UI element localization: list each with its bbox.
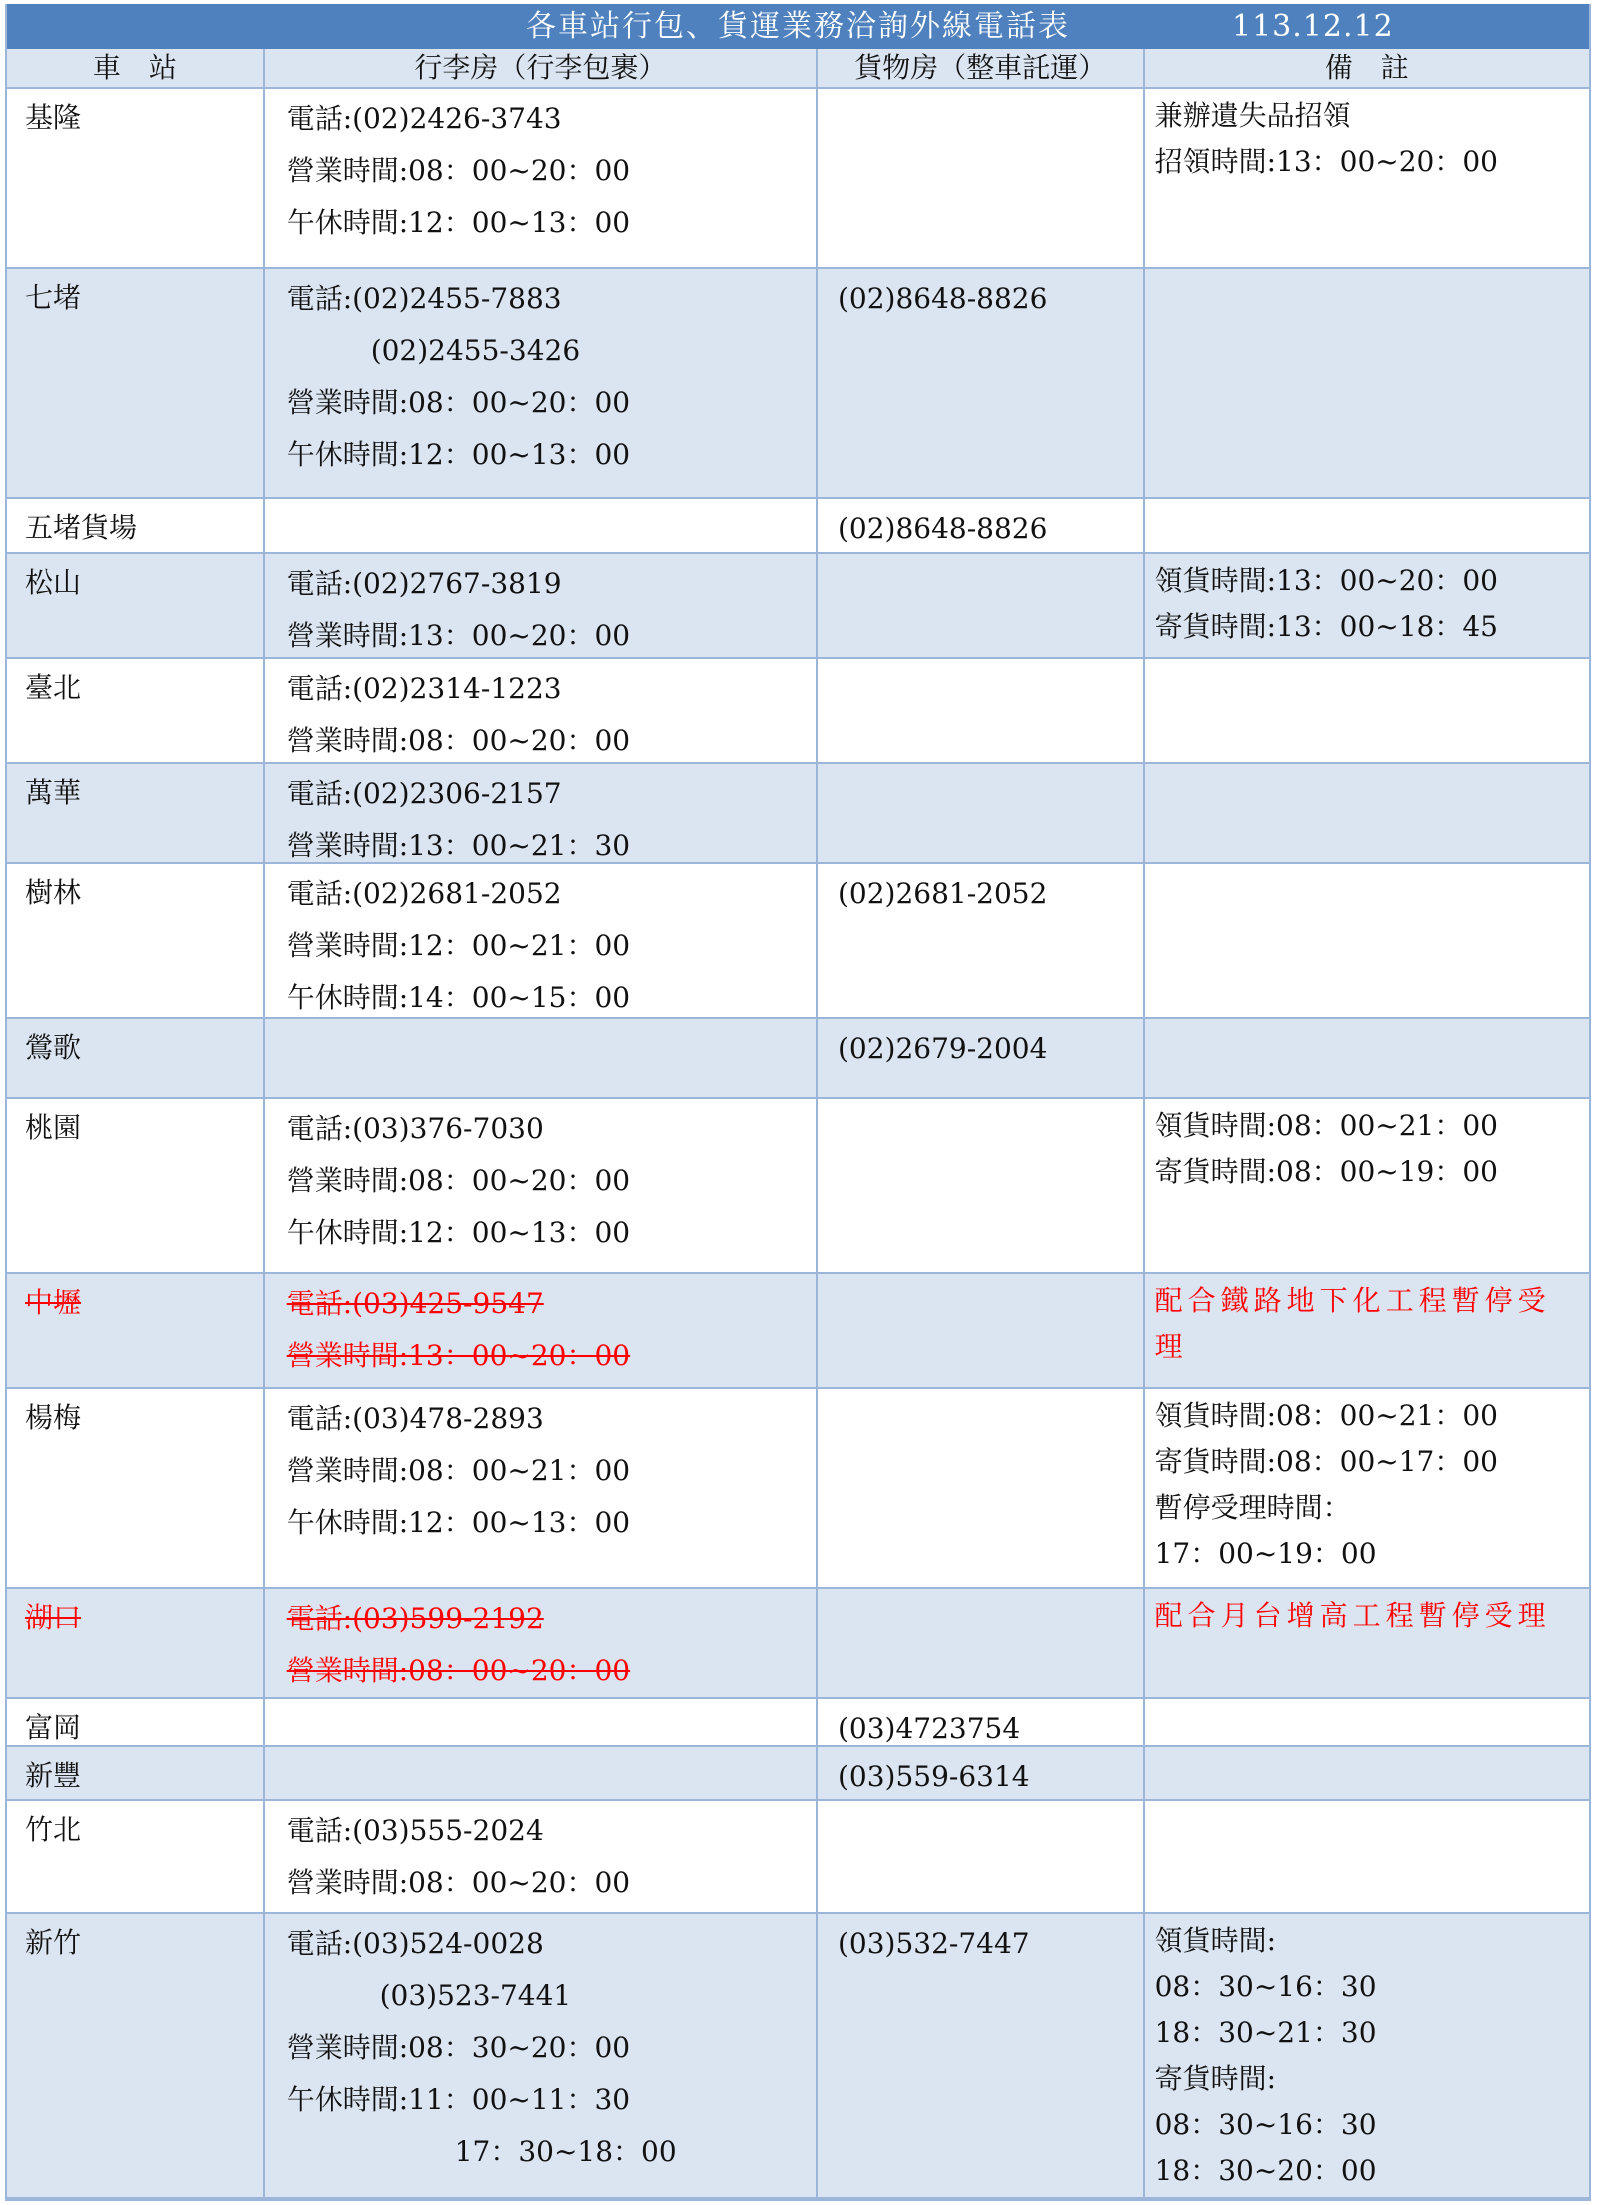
baggage-line: 電話:(03)376-7030 <box>286 1112 544 1145</box>
document-date: 113.12.12 <box>1232 9 1394 44</box>
note-cell <box>1145 499 1589 552</box>
note-cell <box>1145 1019 1589 1097</box>
station-cell <box>7 554 265 657</box>
baggage-cell <box>265 1801 818 1912</box>
note-cell <box>1145 269 1589 497</box>
station-line: 七堵 <box>25 281 82 314</box>
table-row <box>7 554 1589 659</box>
note-line: 領貨時間:08：00~21：00 <box>1154 1109 1498 1142</box>
freight-cell <box>818 554 1145 657</box>
station-line: 樹林 <box>25 876 82 909</box>
station-cell <box>7 1747 265 1799</box>
baggage-line: 電話:(02)2426-3743 <box>286 102 562 135</box>
baggage-line: 營業時間:08：00~20：00 <box>286 386 631 419</box>
baggage-line: 電話:(02)2306-2157 <box>286 777 562 810</box>
table-row <box>7 1274 1589 1389</box>
station-line: 中壢 <box>25 1286 82 1319</box>
table-body <box>7 89 1589 2199</box>
baggage-cell <box>265 89 818 267</box>
note-cell <box>1145 659 1589 762</box>
baggage-cell <box>265 1914 818 2197</box>
baggage-cell <box>265 764 818 862</box>
table-row <box>7 864 1589 1019</box>
baggage-line: 營業時間:08：00~20：00 <box>286 1654 631 1687</box>
freight-cell <box>818 659 1145 762</box>
table-row <box>7 89 1589 269</box>
station-cell <box>7 864 265 1017</box>
station-cell <box>7 1914 265 2197</box>
baggage-cell <box>265 1699 818 1745</box>
freight-cell <box>818 1274 1145 1387</box>
note-line: 寄貨時間: <box>1154 2062 1277 2095</box>
freight-cell <box>818 1801 1145 1912</box>
station-line: 新豐 <box>25 1759 82 1792</box>
note-line: 17：00~19：00 <box>1154 1537 1377 1570</box>
note-line: 兼辦遺失品招領 <box>1154 99 1351 132</box>
note-cell <box>1145 1274 1589 1387</box>
note-line: 寄貨時間:13：00~18：45 <box>1154 610 1498 643</box>
baggage-cell <box>265 269 818 497</box>
baggage-line: 午休時間:11：00~11：30 <box>286 2083 631 2116</box>
table-row <box>7 764 1589 864</box>
baggage-line: 午休時間:12：00~13：00 <box>286 1506 631 1539</box>
baggage-cell <box>265 1589 818 1697</box>
baggage-cell <box>265 1389 818 1587</box>
baggage-cell <box>265 1274 818 1387</box>
station-cell <box>7 1589 265 1697</box>
baggage-line: 電話:(02)2314-1223 <box>286 672 562 705</box>
station-cell <box>7 89 265 267</box>
baggage-line: 營業時間:08：00~20：00 <box>286 724 631 757</box>
table-row <box>7 1747 1589 1801</box>
note-cell <box>1145 1589 1589 1697</box>
header-freight: 貨物房（整車託運） <box>818 49 1145 87</box>
station-line: 萬華 <box>25 776 82 809</box>
station-cell <box>7 269 265 497</box>
station-line: 竹北 <box>25 1813 82 1846</box>
baggage-cell <box>265 864 818 1017</box>
note-line: 配合鐵路地下化工程暫停受 <box>1154 1284 1551 1317</box>
table-row <box>7 1019 1589 1099</box>
table-header-row <box>7 49 1589 89</box>
baggage-line: 午休時間:14：00~15：00 <box>286 981 631 1014</box>
baggage-line: 營業時間:08：00~20：00 <box>286 154 631 187</box>
header-station: 車 站 <box>7 49 265 87</box>
table-row <box>7 1914 1589 2199</box>
table-row <box>7 1099 1589 1274</box>
baggage-cell <box>265 554 818 657</box>
baggage-cell <box>265 659 818 762</box>
freight-line: (02)8648-8826 <box>837 512 1048 545</box>
baggage-line: 電話:(03)555-2024 <box>286 1814 544 1847</box>
baggage-line: 電話:(03)524-0028 <box>286 1927 544 1960</box>
note-line: 理 <box>1154 1330 1188 1363</box>
freight-cell <box>818 1099 1145 1272</box>
freight-cell <box>818 1019 1145 1097</box>
note-line: 08：30~16：30 <box>1154 1970 1377 2003</box>
baggage-line: 營業時間:13：00~21：30 <box>286 829 631 862</box>
baggage-line: 電話:(03)599-2192 <box>286 1602 544 1635</box>
baggage-line: 午休時間:12：00~13：00 <box>286 1216 631 1249</box>
freight-line: (03)532-7447 <box>837 1927 1030 1960</box>
baggage-cell <box>265 1747 818 1799</box>
note-line: 寄貨時間:08：00~17：00 <box>1154 1445 1498 1478</box>
baggage-cell <box>265 1019 818 1097</box>
freight-cell <box>818 864 1145 1017</box>
baggage-line: 午休時間:12：00~13：00 <box>286 438 631 471</box>
table-row <box>7 1389 1589 1589</box>
station-line: 楊梅 <box>25 1401 82 1434</box>
station-line: 湖口 <box>25 1601 82 1634</box>
baggage-line: (03)523-7441 <box>286 1979 572 2012</box>
freight-cell <box>818 1389 1145 1587</box>
note-cell <box>1145 1747 1589 1799</box>
note-line: 配合月台增高工程暫停受理 <box>1154 1599 1551 1632</box>
baggage-line: 17：30~18：00 <box>286 2135 677 2168</box>
station-cell <box>7 1389 265 1587</box>
baggage-line: 營業時間:12：00~21：00 <box>286 929 631 962</box>
station-line: 松山 <box>25 566 82 599</box>
page-title: 各車站行包、貨運業務洽詢外線電話表 <box>526 9 1070 44</box>
baggage-line: 電話:(02)2767-3819 <box>286 567 562 600</box>
station-line: 五堵貨場 <box>25 511 138 544</box>
note-cell <box>1145 554 1589 657</box>
baggage-line: 電話:(03)425-9547 <box>286 1287 544 1320</box>
freight-cell <box>818 764 1145 862</box>
note-line: 領貨時間: <box>1154 1924 1277 1957</box>
freight-line: (02)2679-2004 <box>837 1032 1048 1065</box>
table-row <box>7 499 1589 554</box>
baggage-line: 營業時間:08：00~21：00 <box>286 1454 631 1487</box>
note-line: 18：30~20：00 <box>1154 2154 1377 2187</box>
freight-cell <box>818 89 1145 267</box>
note-cell <box>1145 1099 1589 1272</box>
baggage-line: (02)2455-3426 <box>286 334 581 367</box>
baggage-line: 電話:(03)478-2893 <box>286 1402 544 1435</box>
freight-cell <box>818 499 1145 552</box>
freight-line: (02)2681-2052 <box>837 877 1048 910</box>
table-row <box>7 269 1589 499</box>
note-cell <box>1145 764 1589 862</box>
baggage-line: 營業時間:13：00~20：00 <box>286 619 631 652</box>
note-line: 寄貨時間:08：00~19：00 <box>1154 1155 1498 1188</box>
note-cell <box>1145 1914 1589 2197</box>
station-cell <box>7 659 265 762</box>
table-row <box>7 1801 1589 1914</box>
baggage-line: 營業時間:13：00~20：00 <box>286 1339 631 1372</box>
station-line: 富岡 <box>25 1711 82 1744</box>
title-bar <box>7 4 1589 49</box>
freight-line: (02)8648-8826 <box>837 282 1048 315</box>
freight-line: (03)559-6314 <box>837 1760 1030 1793</box>
note-cell <box>1145 1389 1589 1587</box>
header-note: 備 註 <box>1324 51 1409 84</box>
freight-line: (03)4723754 <box>837 1712 1021 1745</box>
note-line: 領貨時間:13：00~20：00 <box>1154 564 1498 597</box>
baggage-line: 營業時間:08：00~20：00 <box>286 1866 631 1899</box>
note-cell <box>1145 89 1589 267</box>
note-line: 暫停受理時間： <box>1154 1491 1351 1524</box>
freight-cell <box>818 1747 1145 1799</box>
table-row <box>7 1589 1589 1699</box>
note-line: 18：30~21：30 <box>1154 2016 1377 2049</box>
note-line: 08：30~16：30 <box>1154 2108 1377 2141</box>
freight-cell <box>818 1589 1145 1697</box>
note-line: 領貨時間:08：00~21：00 <box>1154 1399 1498 1432</box>
note-cell <box>1145 1699 1589 1745</box>
station-cell <box>7 1699 265 1745</box>
station-cell <box>7 499 265 552</box>
station-line: 基隆 <box>25 101 82 134</box>
baggage-line: 營業時間:08：00~20：00 <box>286 1164 631 1197</box>
baggage-line: 電話:(02)2681-2052 <box>286 877 562 910</box>
station-cell <box>7 1019 265 1097</box>
note-line: 招領時間:13：00~20：00 <box>1154 145 1498 178</box>
station-cell <box>7 764 265 862</box>
station-line: 桃園 <box>25 1111 82 1144</box>
table-row <box>7 659 1589 764</box>
station-cell <box>7 1099 265 1272</box>
station-cell <box>7 1274 265 1387</box>
baggage-line: 電話:(02)2455-7883 <box>286 282 562 315</box>
freight-cell <box>818 1699 1145 1745</box>
table-row <box>7 1699 1589 1747</box>
station-line: 臺北 <box>25 671 82 704</box>
baggage-cell <box>265 499 818 552</box>
header-baggage: 行李房（行李包裹） <box>265 49 818 87</box>
station-phone-table <box>5 4 1591 2201</box>
station-line: 新竹 <box>25 1926 82 1959</box>
baggage-line: 營業時間:08：30~20：00 <box>286 2031 631 2064</box>
freight-cell <box>818 269 1145 497</box>
station-line: 鶯歌 <box>25 1031 82 1064</box>
station-cell <box>7 1801 265 1912</box>
note-cell <box>1145 1801 1589 1912</box>
baggage-cell <box>265 1099 818 1272</box>
freight-cell <box>818 1914 1145 2197</box>
note-cell <box>1145 864 1589 1017</box>
baggage-line: 午休時間:12：00~13：00 <box>286 206 631 239</box>
